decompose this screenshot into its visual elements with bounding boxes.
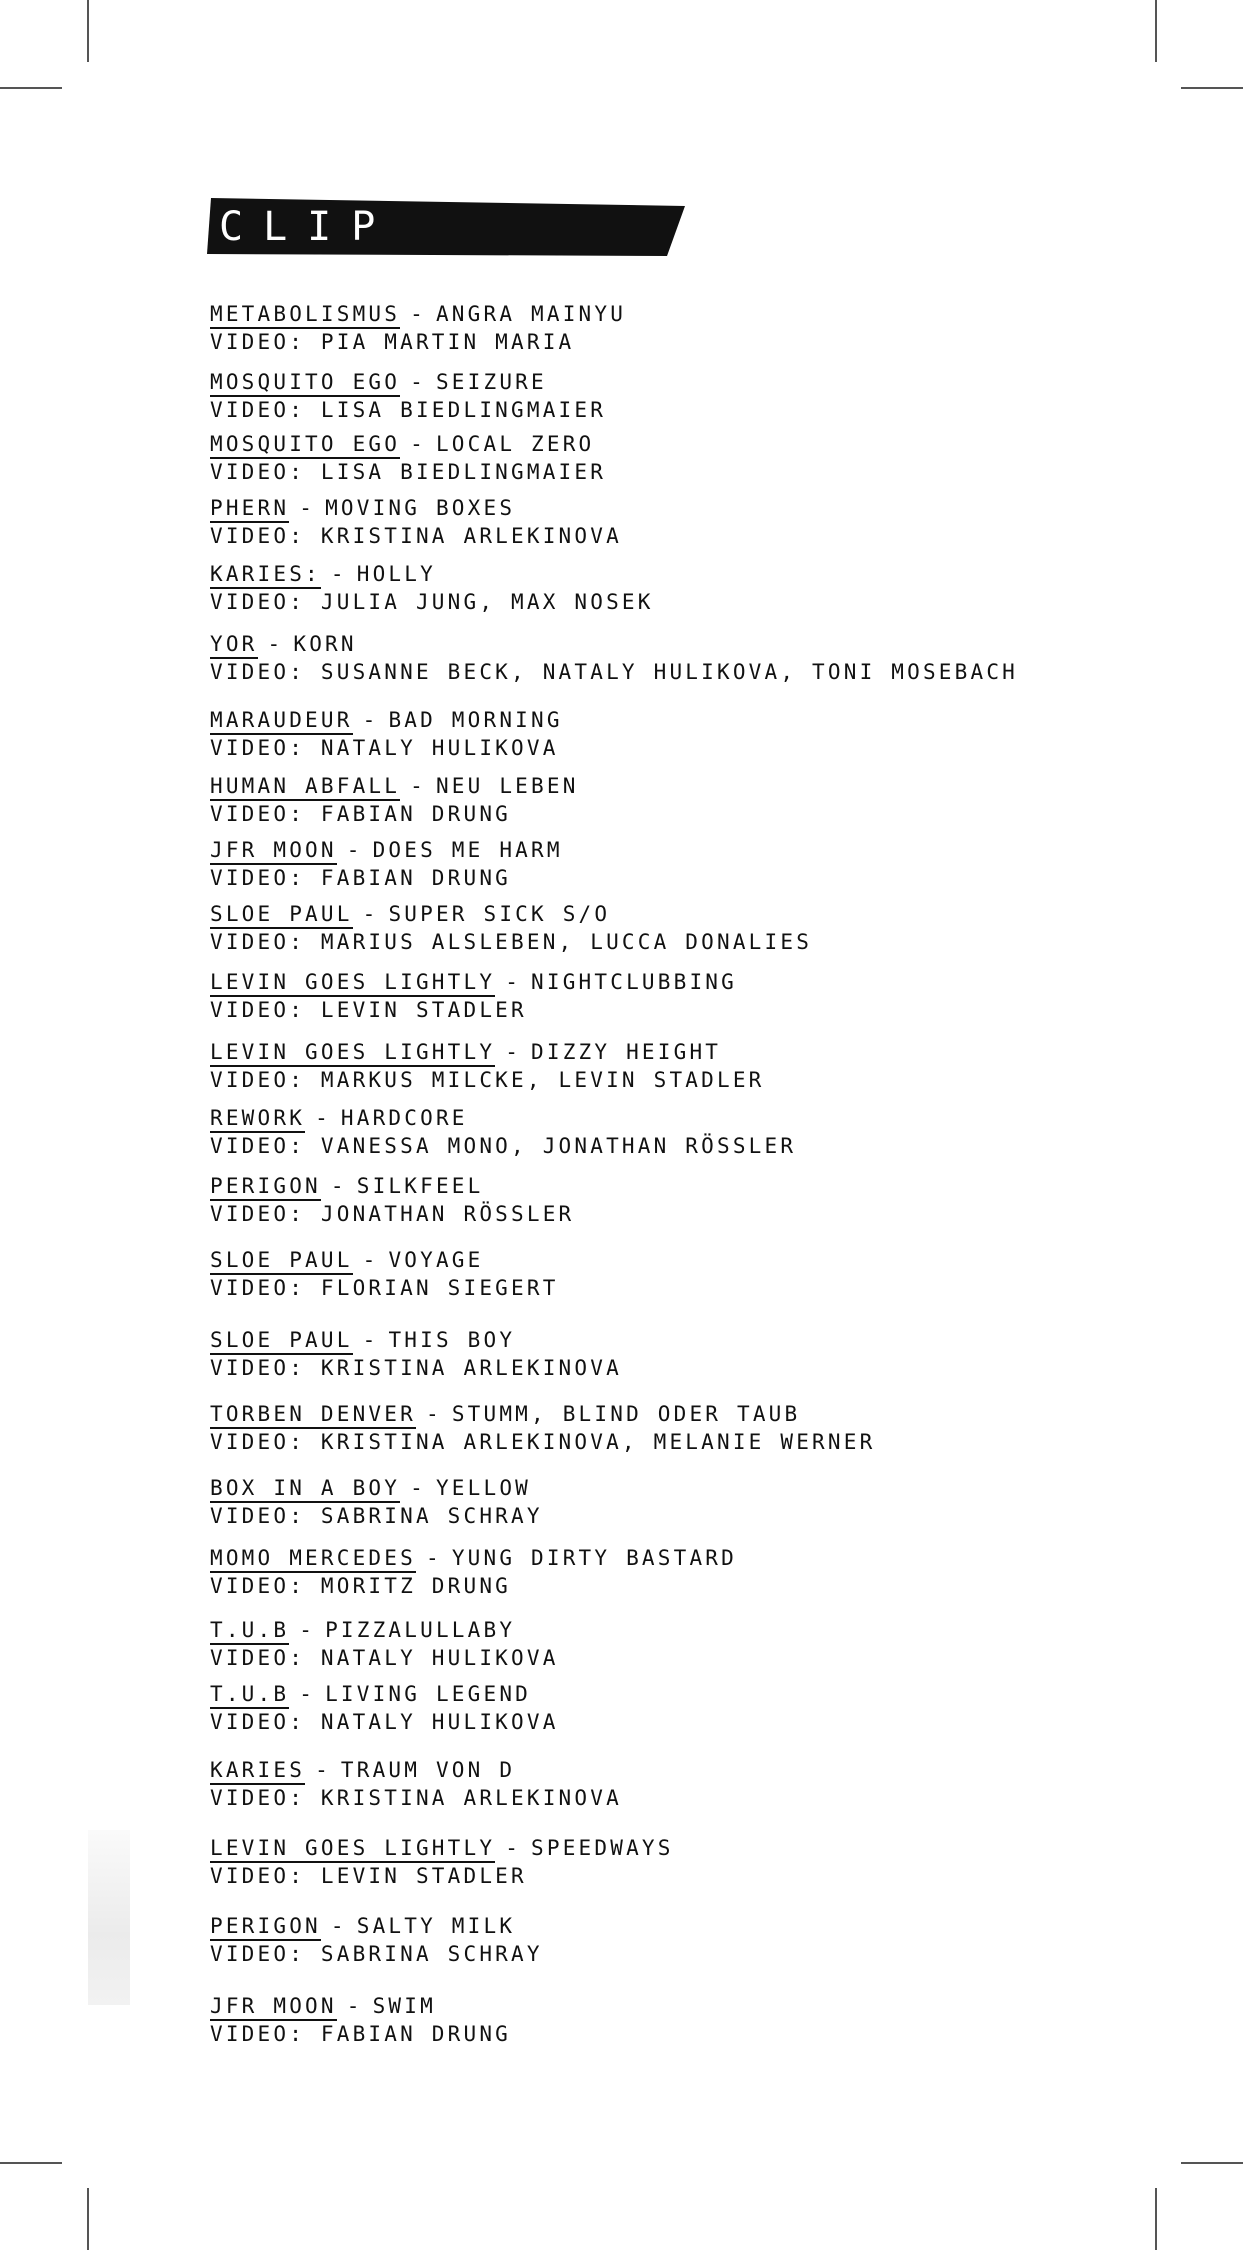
credit-title-line xyxy=(210,1246,1130,1274)
video-label: VIDEO: xyxy=(210,1942,306,1966)
artist-name: SLOE PAUL xyxy=(210,1248,353,1275)
song-title: HARDCORE xyxy=(340,1106,468,1130)
video-label: VIDEO: xyxy=(210,1574,306,1598)
video-label: VIDEO: xyxy=(210,866,306,890)
credit-video-line xyxy=(210,864,1130,892)
credit-title-line xyxy=(210,1544,1130,1572)
credit-title-line xyxy=(210,706,1130,734)
song-title: DIZZY HEIGHT xyxy=(531,1040,722,1064)
video-label: VIDEO: xyxy=(210,660,306,684)
separator-dash: - xyxy=(410,432,426,456)
video-directors: KRISTINA ARLEKINOVA xyxy=(320,1786,622,1810)
video-directors: KRISTINA ARLEKINOVA xyxy=(320,1356,622,1380)
separator-dash: - xyxy=(330,1174,347,1198)
artist-name: METABOLISMUS xyxy=(210,302,400,329)
credit-video-line xyxy=(210,1940,1130,1968)
credit-video-line xyxy=(210,1274,1130,1302)
separator-dash: - xyxy=(267,632,284,656)
credit-entry xyxy=(210,560,1130,616)
video-label: VIDEO: xyxy=(210,1356,306,1380)
credit-entry xyxy=(210,772,1130,828)
artist-name: KARIES xyxy=(210,1758,305,1785)
separator-dash: - xyxy=(410,1476,426,1500)
credit-title-line xyxy=(210,1680,1130,1708)
credit-entry xyxy=(210,1246,1130,1302)
separator-dash: - xyxy=(362,708,379,732)
song-title: TRAUM VON D xyxy=(340,1758,516,1782)
separator-dash: - xyxy=(362,1328,379,1352)
credit-title-line xyxy=(210,368,1130,396)
credit-video-line xyxy=(210,1428,1130,1456)
artist-name: JFR MOON xyxy=(210,838,337,865)
video-label: VIDEO: xyxy=(210,802,306,826)
credit-title-line xyxy=(210,1038,1130,1066)
song-title: SILKFEEL xyxy=(356,1174,484,1198)
credit-title-line xyxy=(210,1400,1130,1428)
credit-title-line xyxy=(210,968,1130,996)
separator-dash: - xyxy=(505,1836,522,1860)
separator-dash: - xyxy=(299,1682,316,1706)
separator-dash: - xyxy=(315,1758,331,1782)
credit-title-line xyxy=(210,300,1130,328)
song-title: THIS BOY xyxy=(388,1328,516,1352)
separator-dash: - xyxy=(505,1040,522,1064)
credit-entry xyxy=(210,494,1130,550)
credit-video-line xyxy=(210,1354,1130,1382)
video-directors: SUSANNE BECK, NATALY HULIKOVA, TONI MOSEBACH xyxy=(320,660,1019,684)
artist-name: JFR MOON xyxy=(210,1994,337,2021)
video-directors: JULIA JUNG, MAX NOSEK xyxy=(320,590,654,614)
credit-video-line xyxy=(210,996,1130,1024)
video-directors: NATALY HULIKOVA xyxy=(320,1646,559,1670)
credit-title-line xyxy=(210,1616,1130,1644)
video-label: VIDEO: xyxy=(210,1202,306,1226)
separator-dash: - xyxy=(425,1402,442,1426)
artist-name: BOX IN A BOY xyxy=(210,1476,400,1503)
credit-entry xyxy=(210,1680,1130,1736)
song-title: NIGHTCLUBBING xyxy=(531,970,737,994)
credit-title-line xyxy=(210,1172,1130,1200)
separator-dash: - xyxy=(330,562,347,586)
video-label: VIDEO: xyxy=(210,1276,306,1300)
song-title: ANGRA MAINYU xyxy=(435,302,627,326)
video-directors: LISA BIEDLINGMAIER xyxy=(320,398,607,422)
credit-entry xyxy=(210,1400,1130,1456)
song-title: LIVING LEGEND xyxy=(325,1682,532,1706)
credit-entry xyxy=(210,300,1130,356)
video-directors: LEVIN STADLER xyxy=(320,998,527,1022)
credit-video-line xyxy=(210,328,1130,356)
video-directors: FABIAN DRUNG xyxy=(320,866,512,890)
credit-title-line xyxy=(210,1474,1130,1502)
song-title: NEU LEBEN xyxy=(435,774,579,798)
credit-video-line xyxy=(210,2020,1130,2048)
artist-name: MARAUDEUR xyxy=(210,708,353,735)
artist-name: PERIGON xyxy=(210,1914,321,1941)
credit-title-line xyxy=(210,630,1130,658)
credit-video-line xyxy=(210,1200,1130,1228)
video-directors: FABIAN DRUNG xyxy=(320,802,512,826)
song-title: DOES ME HARM xyxy=(372,838,563,862)
separator-dash: - xyxy=(299,496,316,520)
song-title: VOYAGE xyxy=(388,1248,484,1272)
song-title: LOCAL ZERO xyxy=(435,432,595,456)
credit-title-line xyxy=(210,1326,1130,1354)
video-directors: KRISTINA ARLEKINOVA xyxy=(320,524,622,548)
credit-video-line xyxy=(210,1862,1130,1890)
video-directors: LISA BIEDLINGMAIER xyxy=(320,460,607,484)
video-directors: FABIAN DRUNG xyxy=(320,2022,512,2046)
separator-dash: - xyxy=(410,774,426,798)
credit-video-line xyxy=(210,734,1130,762)
separator-dash: - xyxy=(362,902,379,926)
video-label: VIDEO: xyxy=(210,330,306,354)
credit-entry xyxy=(210,836,1130,892)
credit-entry xyxy=(210,1474,1130,1530)
credit-entry xyxy=(210,630,1130,686)
video-label: VIDEO: xyxy=(210,1710,306,1734)
credit-entry xyxy=(210,368,1130,424)
video-label: VIDEO: xyxy=(210,398,306,422)
credit-title-line xyxy=(210,1992,1130,2020)
credit-entry xyxy=(210,1616,1130,1672)
separator-dash: - xyxy=(425,1546,442,1570)
credit-entry xyxy=(210,900,1130,956)
video-label: VIDEO: xyxy=(210,1068,306,1092)
credit-video-line xyxy=(210,658,1130,686)
credit-entry xyxy=(210,1172,1130,1228)
song-title: HOLLY xyxy=(356,562,436,586)
video-label: VIDEO: xyxy=(210,930,306,954)
artist-name: LEVIN GOES LIGHTLY xyxy=(210,1836,495,1863)
song-title: YELLOW xyxy=(435,1476,532,1500)
video-label: VIDEO: xyxy=(210,1646,306,1670)
credit-title-line xyxy=(210,772,1130,800)
song-title: SALTY MILK xyxy=(356,1914,516,1938)
song-title: STUMM, BLIND ODER TAUB xyxy=(451,1402,801,1426)
video-directors: SABRINA SCHRAY xyxy=(320,1942,543,1966)
page-title: CLIP CLIQUE xyxy=(219,204,484,296)
separator-dash: - xyxy=(315,1106,331,1130)
video-label: VIDEO: xyxy=(210,736,306,760)
video-directors: FLORIAN SIEGERT xyxy=(320,1276,559,1300)
artist-name: REWORK xyxy=(210,1106,305,1133)
credit-title-line xyxy=(210,560,1130,588)
video-directors: NATALY HULIKOVA xyxy=(320,1710,559,1734)
video-label: VIDEO: xyxy=(210,590,306,614)
video-directors: VANESSA MONO, JONATHAN RÖSSLER xyxy=(320,1134,797,1158)
artist-name: MOSQUITO EGO xyxy=(210,432,400,459)
credit-title-line xyxy=(210,1834,1130,1862)
artist-name: SLOE PAUL xyxy=(210,1328,353,1355)
video-label: VIDEO: xyxy=(210,1786,306,1810)
credit-entry xyxy=(210,1038,1130,1094)
video-label: VIDEO: xyxy=(210,998,306,1022)
separator-dash: - xyxy=(505,970,522,994)
artist-name: PHERN xyxy=(210,496,289,523)
credit-entry xyxy=(210,1992,1130,2048)
separator-dash: - xyxy=(362,1248,379,1272)
credit-video-line xyxy=(210,1066,1130,1094)
credit-video-line xyxy=(210,1644,1130,1672)
artist-name: MOSQUITO EGO xyxy=(210,370,400,397)
video-label: VIDEO: xyxy=(210,524,306,548)
video-directors: MARIUS ALSLEBEN, LUCCA DONALIES xyxy=(320,930,813,954)
video-label: VIDEO: xyxy=(210,1504,306,1528)
artist-name: HUMAN ABFALL xyxy=(210,774,400,801)
artist-name: LEVIN GOES LIGHTLY xyxy=(210,970,495,997)
artist-name: YOR xyxy=(210,632,258,659)
credit-title-line xyxy=(210,1756,1130,1784)
video-directors: NATALY HULIKOVA xyxy=(320,736,559,760)
artist-name: LEVIN GOES LIGHTLY xyxy=(210,1040,495,1067)
video-directors: LEVIN STADLER xyxy=(320,1864,527,1888)
separator-dash: - xyxy=(346,838,363,862)
video-label: VIDEO: xyxy=(210,2022,306,2046)
credit-entry xyxy=(210,968,1130,1024)
video-label: VIDEO: xyxy=(210,1134,306,1158)
credit-video-line xyxy=(210,588,1130,616)
separator-dash: - xyxy=(410,302,426,326)
credit-video-line xyxy=(210,928,1130,956)
credit-video-line xyxy=(210,1784,1130,1812)
credit-title-line xyxy=(210,494,1130,522)
artist-name: MOMO MERCEDES xyxy=(210,1546,416,1573)
separator-dash: - xyxy=(410,370,426,394)
video-label: VIDEO: xyxy=(210,1864,306,1888)
video-directors: KRISTINA ARLEKINOVA, MELANIE WERNER xyxy=(320,1430,876,1454)
credit-title-line xyxy=(210,1912,1130,1940)
artist-name: T.U.B xyxy=(210,1682,289,1709)
song-title: PIZZALULLABY xyxy=(325,1618,516,1642)
credit-entry xyxy=(210,706,1130,762)
song-title: YUNG DIRTY BASTARD xyxy=(451,1546,737,1570)
artist-name: KARIES: xyxy=(210,562,321,589)
separator-dash: - xyxy=(330,1914,347,1938)
video-directors: MARKUS MILCKE, LEVIN STADLER xyxy=(320,1068,765,1092)
credit-video-line xyxy=(210,522,1130,550)
video-directors: PIA MARTIN MARIA xyxy=(320,330,575,354)
credit-video-line xyxy=(210,1502,1130,1530)
credit-entry xyxy=(210,1834,1130,1890)
credit-entry xyxy=(210,1756,1130,1812)
song-title: MOVING BOXES xyxy=(325,496,516,520)
credit-entry xyxy=(210,1912,1130,1968)
credit-title-line xyxy=(210,836,1130,864)
video-label: VIDEO: xyxy=(210,1430,306,1454)
song-title: SUPER SICK S/O xyxy=(388,902,611,926)
song-title: KORN xyxy=(293,632,357,656)
artist-name: PERIGON xyxy=(210,1174,321,1201)
credit-entry xyxy=(210,1104,1130,1160)
credit-video-line xyxy=(210,1132,1130,1160)
credit-entry xyxy=(210,430,1130,486)
artist-name: T.U.B xyxy=(210,1618,289,1645)
video-directors: MORITZ DRUNG xyxy=(320,1574,512,1598)
credit-video-line xyxy=(210,458,1130,486)
credit-title-line xyxy=(210,900,1130,928)
video-label: VIDEO: xyxy=(210,460,306,484)
credit-video-line xyxy=(210,396,1130,424)
credit-entry xyxy=(210,1544,1130,1600)
separator-dash: - xyxy=(299,1618,316,1642)
credit-video-line xyxy=(210,1708,1130,1736)
credit-title-line xyxy=(210,430,1130,458)
artist-name: TORBEN DENVER xyxy=(210,1402,416,1429)
artist-name: SLOE PAUL xyxy=(210,902,353,929)
song-title: SPEEDWAYS xyxy=(531,1836,674,1860)
credit-video-line xyxy=(210,800,1130,828)
credit-video-line xyxy=(210,1572,1130,1600)
credit-entry xyxy=(210,1326,1130,1382)
credit-title-line xyxy=(210,1104,1130,1132)
video-directors: SABRINA SCHRAY xyxy=(320,1504,543,1528)
song-title: BAD MORNING xyxy=(388,708,563,732)
video-directors: JONATHAN RÖSSLER xyxy=(320,1202,575,1226)
song-title: SWIM xyxy=(372,1994,436,2018)
song-title: SEIZURE xyxy=(435,370,547,394)
separator-dash: - xyxy=(346,1994,363,2018)
